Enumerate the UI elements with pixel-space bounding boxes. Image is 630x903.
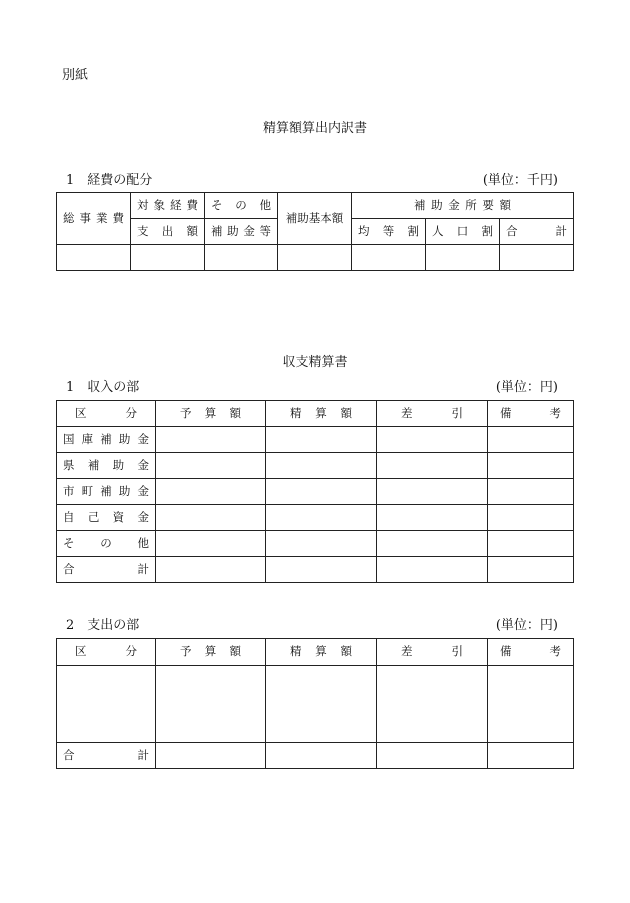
cell-empty[interactable] (205, 245, 278, 271)
section1-unit: (単位：千円) (482, 173, 558, 188)
expense-heading: 2 支出の部 (66, 618, 140, 633)
row-label: 国 庫 補 助 金 (57, 427, 156, 453)
table-row (57, 427, 574, 453)
column-header-settlement: 精 算 額 (266, 639, 377, 666)
cell-empty[interactable] (377, 531, 488, 557)
cell-empty[interactable] (377, 427, 488, 453)
cell-empty[interactable] (156, 743, 266, 769)
balance-title: 収支精算書 (282, 355, 348, 370)
cell-empty[interactable] (377, 743, 488, 769)
cell-empty[interactable] (278, 245, 352, 271)
column-header-category: 区 分 (57, 639, 156, 666)
cell-empty[interactable] (488, 427, 574, 453)
cell-empty[interactable] (156, 531, 266, 557)
column-header-settlement: 精 算 額 (266, 401, 377, 427)
cell-empty[interactable] (488, 505, 574, 531)
cell-empty[interactable] (377, 479, 488, 505)
row-label: そ の 他 (57, 531, 156, 557)
cell-empty[interactable] (266, 557, 377, 583)
row-label: 県 補 助 金 (57, 453, 156, 479)
table-row (57, 557, 574, 583)
document-title: 精算額算出内訳書 (262, 121, 367, 136)
cell-empty[interactable] (156, 453, 266, 479)
cell-empty[interactable] (488, 666, 574, 743)
cell-empty[interactable] (488, 453, 574, 479)
attachment-label: 別紙 (62, 68, 89, 83)
column-header-category: 区 分 (57, 401, 156, 427)
expense-total-row (57, 743, 574, 769)
income-header-row (57, 401, 574, 427)
header-required-subsidy: 補 助 金 所 要 額 (352, 193, 574, 219)
cell-empty[interactable] (377, 666, 488, 743)
cell-empty[interactable] (156, 505, 266, 531)
row-label: 自 己 資 金 (57, 505, 156, 531)
cell-empty[interactable] (266, 427, 377, 453)
column-header-budget: 予 算 額 (156, 639, 266, 666)
header-eligible-cost-bottom: 支 出 額 (131, 219, 205, 245)
cell-empty[interactable] (266, 479, 377, 505)
table-row (57, 453, 574, 479)
expense-table (56, 638, 574, 769)
header-other-subsidy-top: そ の 他 (205, 193, 278, 219)
header-population-share: 人 口 割 (426, 219, 500, 245)
cost-allocation-table (56, 192, 574, 271)
cell-empty[interactable] (266, 666, 377, 743)
cell-empty[interactable] (266, 531, 377, 557)
cell-empty[interactable] (266, 743, 377, 769)
column-header-budget: 予 算 額 (156, 401, 266, 427)
column-header-remarks: 備 考 (488, 401, 574, 427)
header-equal-share: 均 等 割 (352, 219, 426, 245)
header-other-subsidy-bottom: 補 助 金 等 (205, 219, 278, 245)
header-total-project-cost: 総 事 業 費 (57, 193, 131, 245)
cell-empty[interactable] (266, 453, 377, 479)
cell-empty[interactable] (156, 427, 266, 453)
column-header-remarks: 備 考 (488, 639, 574, 666)
cell-empty[interactable] (156, 666, 266, 743)
section1-heading: 1 経費の配分 (66, 173, 153, 188)
cell-empty[interactable] (488, 743, 574, 769)
header-subsidy-base: 補助基本額 (278, 193, 352, 245)
table-row (57, 531, 574, 557)
cell-empty[interactable] (156, 479, 266, 505)
row-label: 合 計 (57, 557, 156, 583)
cell-empty[interactable] (266, 505, 377, 531)
cell-empty[interactable] (156, 557, 266, 583)
header-eligible-cost-top: 対 象 経 費 (131, 193, 205, 219)
cell-empty[interactable] (57, 666, 156, 743)
expense-unit: (単位：円) (495, 618, 558, 633)
table-row (57, 479, 574, 505)
income-table (56, 400, 574, 583)
table-row (57, 505, 574, 531)
expense-header-row (57, 639, 574, 666)
column-header-difference: 差 引 (377, 401, 488, 427)
cell-empty[interactable] (488, 479, 574, 505)
cell-empty[interactable] (57, 245, 131, 271)
cell-empty[interactable] (488, 531, 574, 557)
cell-empty[interactable] (377, 505, 488, 531)
cell-empty[interactable] (426, 245, 500, 271)
cell-empty[interactable] (500, 245, 574, 271)
income-unit: (単位：円) (495, 380, 558, 395)
cell-empty[interactable] (377, 557, 488, 583)
row-label: 市 町 補 助 金 (57, 479, 156, 505)
income-heading: 1 収入の部 (66, 380, 140, 395)
column-header-difference: 差 引 (377, 639, 488, 666)
header-total: 合 計 (500, 219, 574, 245)
row-label-total: 合 計 (57, 743, 156, 769)
cell-empty[interactable] (352, 245, 426, 271)
cell-empty[interactable] (377, 453, 488, 479)
cell-empty[interactable] (488, 557, 574, 583)
expense-body-row (57, 666, 574, 743)
cell-empty[interactable] (131, 245, 205, 271)
